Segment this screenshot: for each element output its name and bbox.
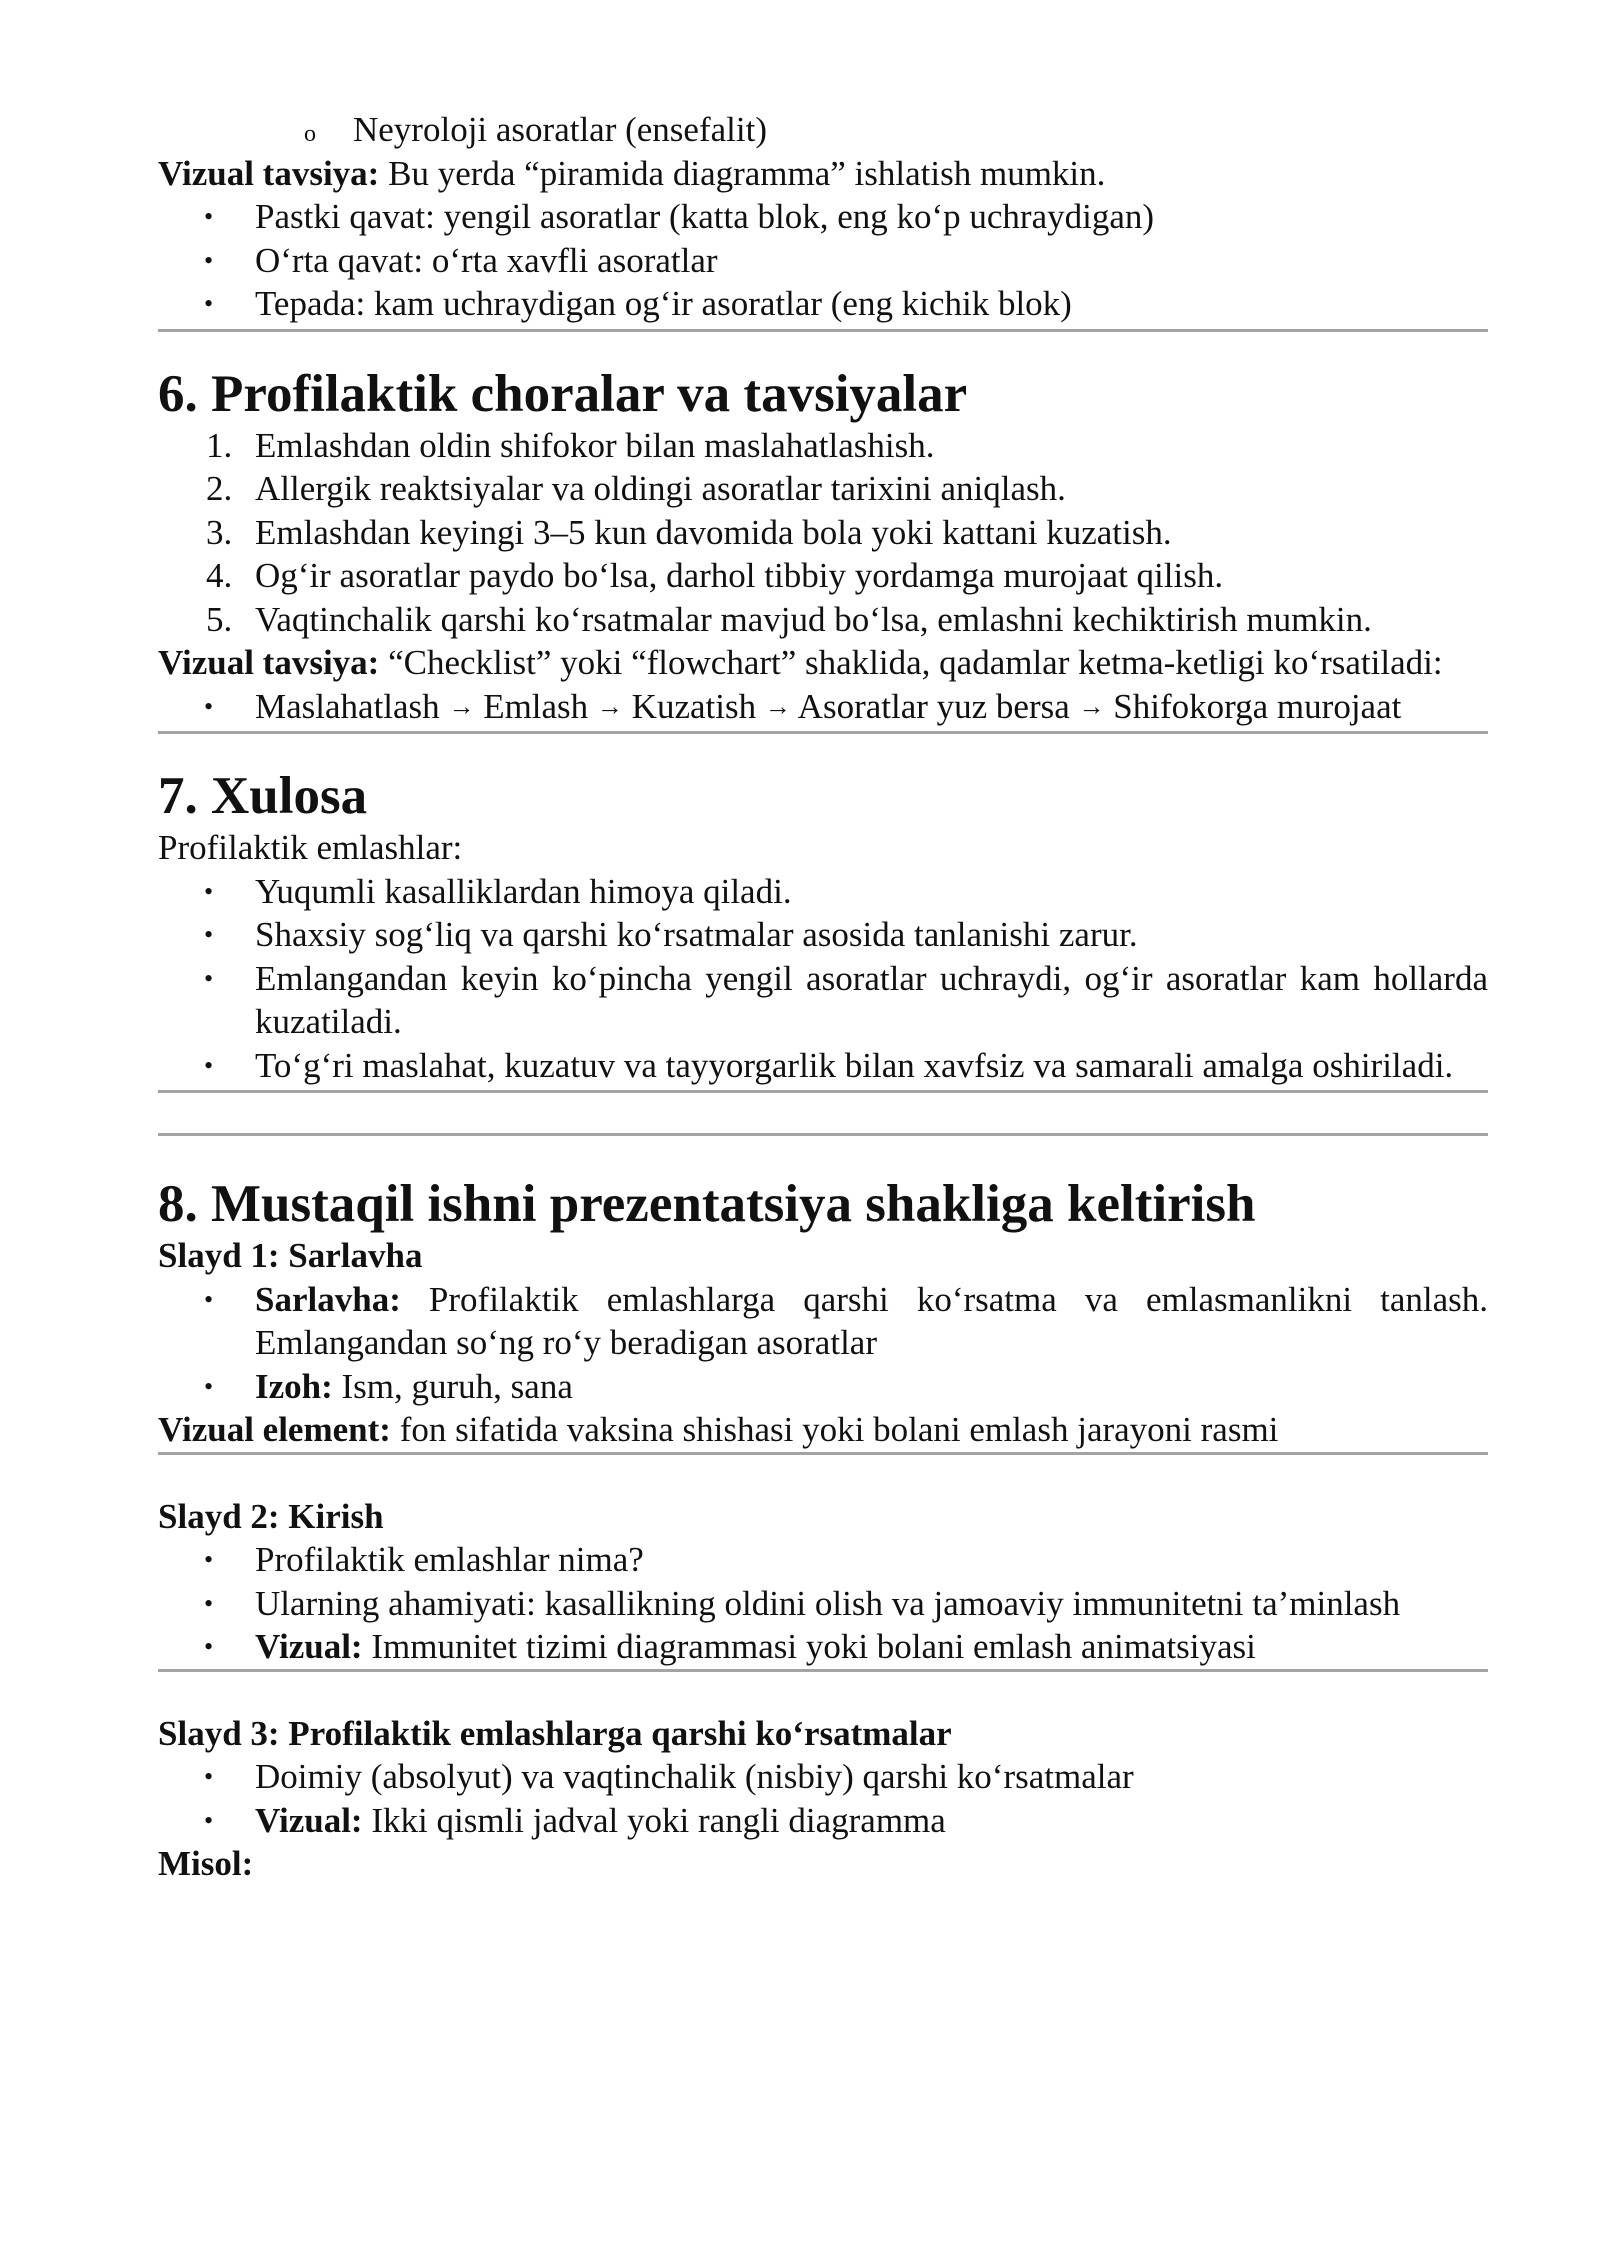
numbered-item: 1. Emlashdan oldin shifokor bilan maslahatlashish.: [158, 424, 1488, 468]
flow-step: Asoratlar yuz bersa: [797, 686, 1070, 726]
list-item: • O‘rta qavat: o‘rta xavfli asoratlar: [158, 239, 1488, 283]
section-8-title: 8. Mustaqil ishni prezentatsiya shakliga keltirish: [158, 1175, 1256, 1233]
slide-3-list: [158, 1755, 1488, 1842]
sub-list: [158, 108, 1488, 152]
visual-element: [158, 1408, 1488, 1452]
item-text: Ikki qismli jadval yoki rangli diagramma: [362, 1800, 946, 1840]
pyramid-levels-list: [158, 195, 1488, 326]
slide-heading-text: Slayd 2: Kirish: [158, 1496, 384, 1536]
slide-heading-text: Slayd 1: Sarlavha: [158, 1236, 423, 1275]
flow-step: Emlash: [483, 686, 589, 726]
list-item: • Yuqumli kasalliklardan himoya qiladi.: [158, 870, 1488, 914]
visual-recommendation-label: Vizual tavsiya:: [158, 643, 380, 682]
arrow-right-icon: →: [448, 691, 475, 721]
section-divider: [158, 1090, 1488, 1093]
list-item: [158, 1625, 1488, 1669]
conclusion-list: [158, 870, 1488, 1088]
list-item: • To‘g‘ri maslahat, kuzatuv va tayyorgarlik bilan xavfsiz va samarali amalga oshiriladi.: [158, 1044, 1488, 1088]
slide-heading-text: Slayd 3: Profilaktik emlashlarga qarshi ko‘rsatmalar: [158, 1713, 952, 1753]
section-6-title: 6. Profilaktik choralar va tavsiyalar: [158, 364, 968, 423]
visual-recommendation: [158, 152, 1488, 196]
list-item: [158, 1799, 1488, 1843]
item-label: Vizual:: [255, 1627, 363, 1666]
numbered-item: 3. Emlashdan keyingi 3–5 kun davomida bola yoki kattani kuzatish.: [158, 511, 1488, 555]
flow-list: [158, 685, 1488, 729]
list-item: • Profilaktik emlashlar nima?: [158, 1538, 1488, 1582]
slide-1-heading: [158, 1234, 1488, 1278]
arrow-right-icon: →: [764, 691, 791, 721]
visual-recommendation-text: “Checklist” yoki “flowchart” shaklida, qadamlar ketma-ketligi ko‘rsatiladi:: [379, 643, 1443, 682]
arrow-right-icon: →: [596, 691, 623, 721]
visual-recommendation: [158, 641, 1488, 685]
numbered-item: 5. Vaqtinchalik qarshi ko‘rsatmalar mavjud bo‘lsa, emlashni kechiktirish mumkin.: [158, 598, 1488, 642]
list-item: • Ularning ahamiyati: kasallikning oldini olish va jamoaviy immunitetni ta’minlash: [158, 1582, 1488, 1626]
item-label: Vizual:: [255, 1800, 363, 1840]
arrow-right-icon: →: [1078, 691, 1105, 721]
item-text: Ism, guruh, sana: [332, 1366, 573, 1406]
section-7-title: 7. Xulosa: [158, 767, 368, 825]
example-label: [158, 1842, 1488, 1886]
section-divider: [158, 1452, 1488, 1455]
flow-step: Kuzatish: [631, 686, 757, 726]
flow-step: Shifokorga murojaat: [1113, 686, 1402, 726]
section-divider: [158, 1669, 1488, 1672]
item-text: Immunitet tizimi diagrammasi yoki bolani emlash animatsiyasi: [362, 1627, 1256, 1666]
numbered-item: 4. Og‘ir asoratlar paydo bo‘lsa, darhol tibbiy yordamga murojaat qilish.: [158, 554, 1488, 598]
slide-3-heading: [158, 1712, 1488, 1756]
example-label-text: Misol:: [158, 1844, 254, 1883]
visual-recommendation-text: Bu yerda “piramida diagramma” ishlatish mumkin.: [379, 153, 1106, 193]
conclusion-intro: Profilaktik emlashlar:: [158, 828, 463, 867]
slide-1-list: [158, 1278, 1488, 1409]
visual-element-label: Vizual element:: [158, 1410, 391, 1449]
slide-2-list: [158, 1538, 1488, 1669]
document-content: [158, 108, 1488, 1886]
flow-item: [158, 685, 1488, 729]
list-item: • Emlangandan keyin ko‘pincha yengil asoratlar uchraydi, og‘ir asoratlar kam hollarda kuzatiladi.: [158, 957, 1488, 1044]
slide-2-heading: [158, 1495, 1488, 1539]
prevention-steps-list: [158, 424, 1488, 642]
item-label: Sarlavha:: [255, 1279, 401, 1319]
visual-element-text: fon sifatida vaksina shishasi yoki bolani emlash jarayoni rasmi: [390, 1410, 1279, 1449]
list-item: • Doimiy (absolyut) va vaqtinchalik (nisbiy) qarshi ko‘rsatmalar: [158, 1755, 1488, 1799]
list-item: • Shaxsiy sog‘liq va qarshi ko‘rsatmalar asosida tanlanishi zarur.: [158, 913, 1488, 957]
item-text: Profilaktik emlashlarga qarshi ko‘rsatma va emlasmanlikni tanlash. Emlangandan so‘ng ro‘y beradigan asoratlar: [255, 1279, 1488, 1362]
visual-recommendation-label: Vizual tavsiya:: [158, 153, 380, 193]
sub-list-item: o Neyroloji asoratlar (ensefalit): [158, 108, 1488, 152]
list-item: • Tepada: kam uchraydigan og‘ir asoratlar (eng kichik blok): [158, 282, 1488, 326]
section-divider: [158, 329, 1488, 332]
numbered-item: 2. Allergik reaktsiyalar va oldingi asoratlar tarixini aniqlash.: [158, 467, 1488, 511]
flow-step: Maslahatlash: [255, 686, 440, 726]
item-label: Izoh:: [255, 1366, 333, 1406]
section-divider: [158, 1133, 1488, 1136]
list-item: [158, 1278, 1488, 1365]
list-item: [158, 1365, 1488, 1409]
section-divider: [158, 731, 1488, 734]
list-item: • Pastki qavat: yengil asoratlar (katta blok, eng ko‘p uchraydigan): [158, 195, 1488, 239]
